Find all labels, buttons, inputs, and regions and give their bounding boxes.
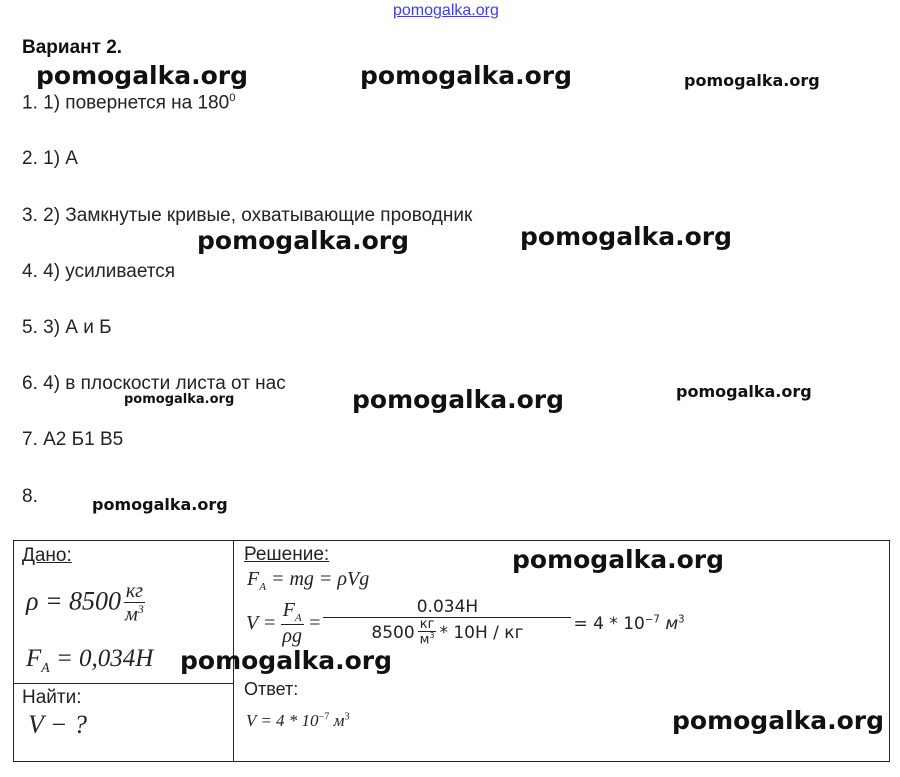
top-watermark-link[interactable]: pomogalka.org <box>393 2 499 19</box>
solution-v: V = <box>246 612 277 635</box>
given-density-lhs: ρ = 8500 <box>26 586 122 616</box>
answer-line-3: 3. 2) Замкнутые кривые, охватывающие проводник <box>22 205 473 226</box>
answer-line-1 <box>22 92 236 114</box>
given-force-sub: A <box>41 660 50 675</box>
solution-frac2-den-unit-den: м <box>419 632 430 648</box>
answer-1-degree: 0 <box>229 92 236 104</box>
watermark-text: pomogalka.org <box>520 222 733 251</box>
solution-eq1-rhs: = mg = ρVg <box>270 568 370 590</box>
solution-frac2-num: 0.034H <box>323 599 571 618</box>
answer-line-4: 4. 4) усиливается <box>22 261 176 282</box>
find-label: Найти: <box>22 687 82 708</box>
solution-result <box>573 614 684 634</box>
given-density-unit-num: кг <box>125 580 143 602</box>
solution-eq1-sub: A <box>259 581 266 593</box>
watermark-text: pomogalka.org <box>36 61 249 90</box>
solution-equals: = <box>307 612 322 635</box>
given-force-rhs: = 0,034H <box>55 645 154 672</box>
solution-frac2-den-b: * 10H / кг <box>439 622 524 643</box>
solution-eq2 <box>246 599 685 648</box>
final-answer-unit-pow: 3 <box>344 711 350 723</box>
watermark-text: pomogalka.org <box>180 646 393 675</box>
watermark-text: pomogalka.org <box>512 545 725 574</box>
solution-eq1-lhs: F <box>247 568 260 590</box>
solution-label: Решение: <box>244 544 330 565</box>
solution-frac2 <box>325 599 569 648</box>
answer-line-8: 8. <box>22 486 38 507</box>
watermark-text: pomogalka.org <box>352 385 565 414</box>
solution-eq1 <box>247 568 369 593</box>
solution-result-pow: −7 <box>644 613 660 625</box>
watermark-text: pomogalka.org <box>92 495 228 514</box>
find-value: V − ? <box>28 710 87 739</box>
answer-line-6: 6. 4) в плоскости листа от нас <box>22 373 286 394</box>
answer-1-text: 1. 1) повернется на 180 <box>22 92 230 114</box>
given-force <box>26 645 153 676</box>
solution-result-unit: м <box>665 613 679 634</box>
given-density-unit-pow: 3 <box>137 602 144 616</box>
solution-result-unit-pow: 3 <box>678 613 685 625</box>
given-density-unit <box>123 581 146 626</box>
solution-result-text: = 4 * 10 <box>573 613 645 634</box>
watermark-text: pomogalka.org <box>197 226 410 255</box>
watermark-text: pomogalka.org <box>676 382 812 401</box>
solution-frac2-den-unit-num: кг <box>419 616 435 632</box>
solution-frac1-den: ρg <box>282 625 302 648</box>
solution-frac1 <box>280 600 304 648</box>
final-answer-unit: м <box>333 711 345 730</box>
find-cell <box>14 684 234 762</box>
solution-frac2-den-unit-pow: 3 <box>429 631 435 641</box>
solution-frac1-num: F <box>282 598 295 621</box>
final-answer-text: V = 4 * 10 <box>246 711 319 730</box>
given-force-lhs: F <box>26 645 42 672</box>
page-title: Вариант 2. <box>22 37 123 58</box>
answer-line-5: 5. 3) А и Б <box>22 317 112 338</box>
solution-frac1-num-sub: A <box>294 611 302 624</box>
watermark-text: pomogalka.org <box>124 392 235 407</box>
final-answer <box>246 711 350 731</box>
answer-line-7: 7. А2 Б1 В5 <box>22 429 124 450</box>
watermark-text: pomogalka.org <box>684 71 820 90</box>
watermark-text: pomogalka.org <box>672 706 885 735</box>
solution-frac2-den-unit <box>418 618 437 648</box>
given-label: Дано: <box>22 545 72 566</box>
answer-label: Ответ: <box>244 679 299 699</box>
watermark-text: pomogalka.org <box>360 61 573 90</box>
solution-frac2-den-a: 8500 <box>371 622 415 643</box>
answer-line-2: 2. 1) А <box>22 148 78 169</box>
final-answer-pow: −7 <box>318 711 330 723</box>
given-density-unit-den: м <box>125 603 138 626</box>
given-density <box>26 581 146 626</box>
solution-frac2-den <box>369 618 525 648</box>
